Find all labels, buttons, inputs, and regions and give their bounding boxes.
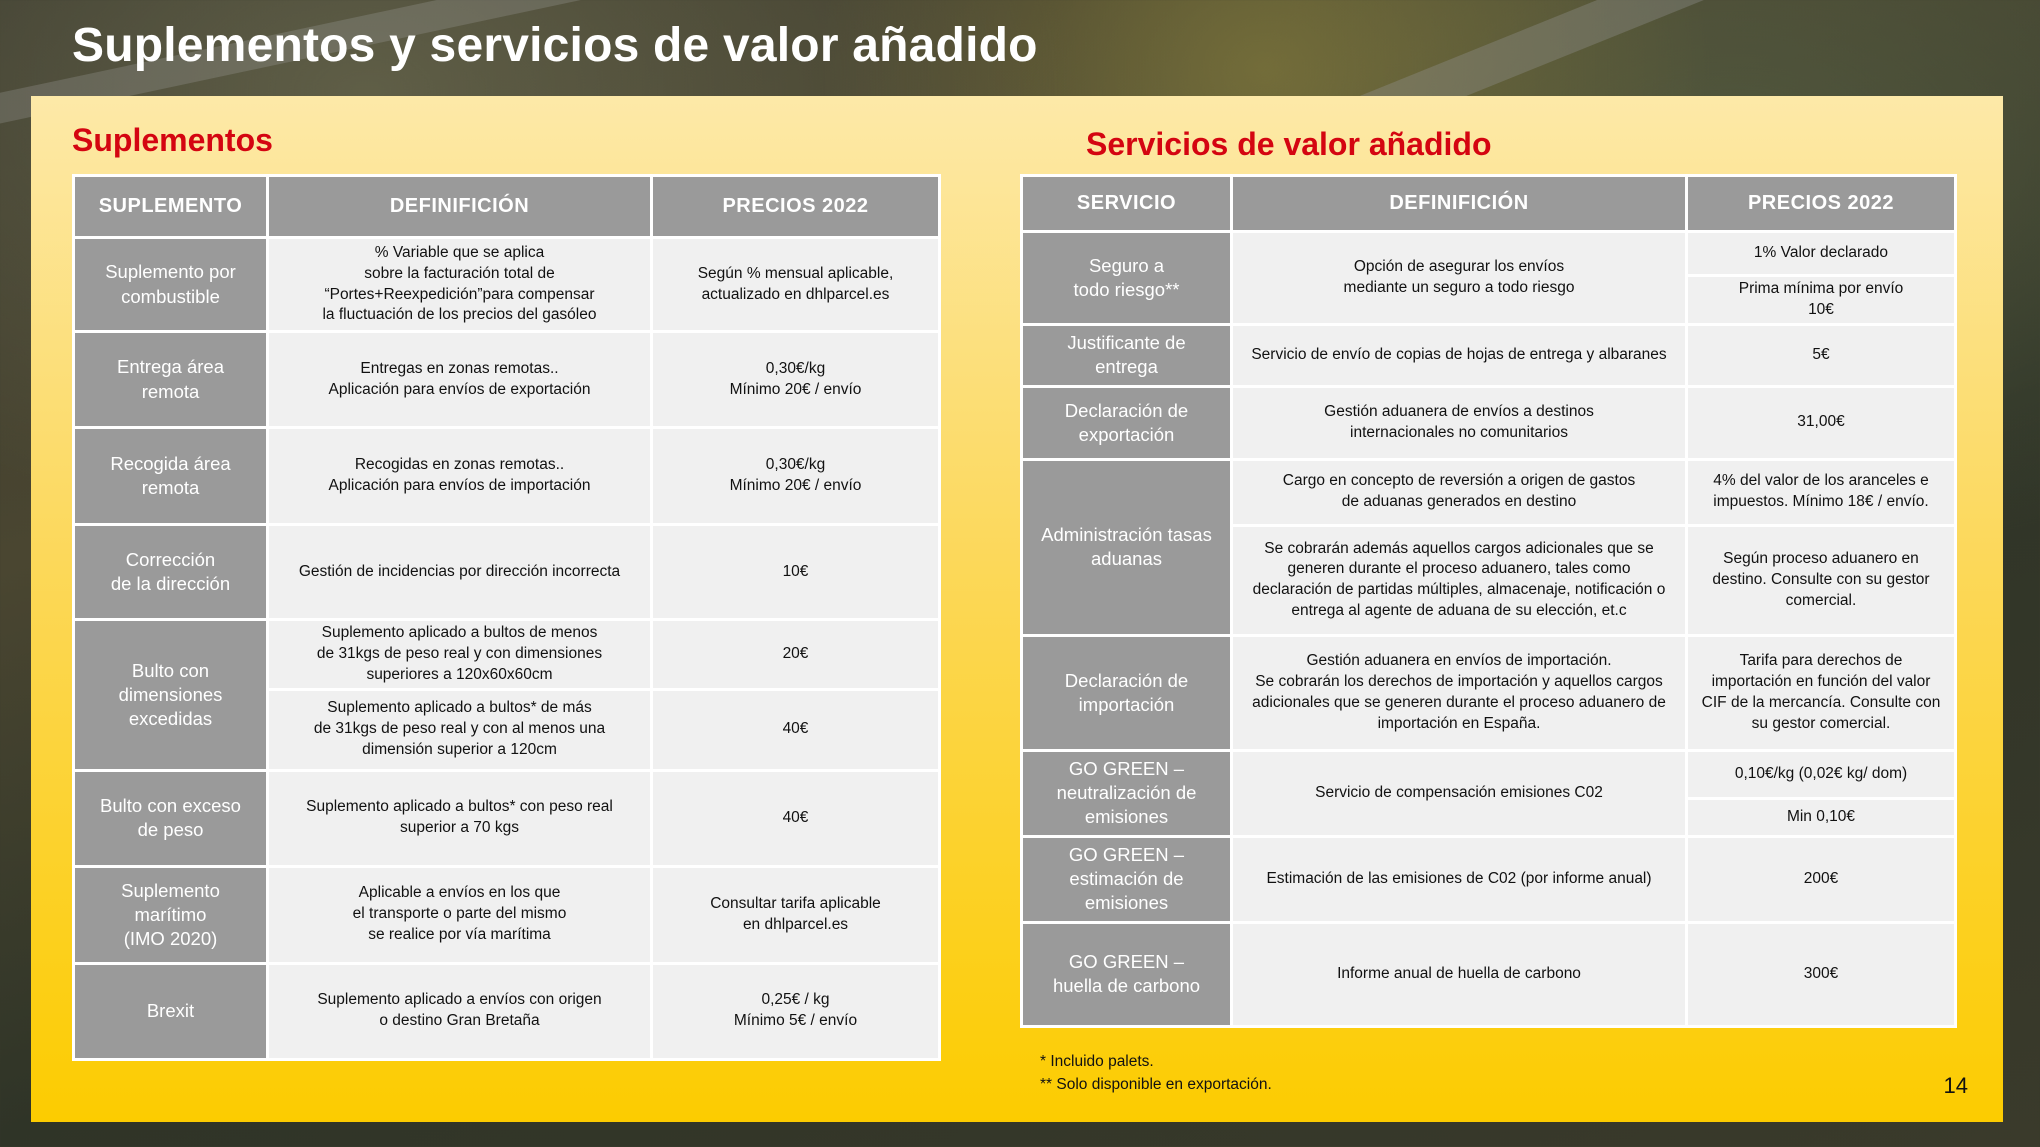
table-row [74,866,940,963]
definition-cell: Entregas en zonas remotas.. Aplicación para envíos de exportación [268,332,652,428]
column-header: DEFINIFICIÓN [268,176,652,238]
row-label: Administración tasas aduanas [1022,459,1232,635]
row-label: Corrección de la dirección [74,525,268,620]
table-row [1022,459,1956,525]
definition-cell: Se cobrarán además aquellos cargos adicionales que se generen durante el proceso aduanero, tales como declaración de partidas múltiples, almacenaje, notificación o entrega al agente de aduana de su elección, et.c [1232,525,1687,635]
row-label: Suplemento por combustible [74,238,268,332]
row-label: Brexit [74,963,268,1059]
price-cell: 4% del valor de los aranceles e impuestos. Mínimo 18€ / envío. [1687,459,1956,525]
definition-cell: Aplicable a envíos en los que el transporte o parte del mismo se realice por vía marítima [268,866,652,963]
column-header: SERVICIO [1022,176,1232,232]
column-header: DEFINIFICIÓN [1232,176,1687,232]
price-cell: 300€ [1687,922,1956,1026]
servicios-table [1020,174,1957,1028]
definition-cell: Gestión de incidencias por dirección incorrecta [268,525,652,620]
row-label: GO GREEN – neutralización de emisiones [1022,750,1232,836]
table-row [74,525,940,620]
column-header: PRECIOS 2022 [1687,176,1956,232]
definition-cell: Estimación de las emisiones de C02 (por informe anual) [1232,836,1687,922]
table-row [74,428,940,525]
suplementos-title: Suplementos [72,122,273,158]
definition-cell: Suplemento aplicado a bultos de menos de 31kgs de peso real y con dimensiones superiores a 120x60x60cm [268,620,652,690]
row-label: Justificante de entrega [1022,324,1232,386]
price-cell: 5€ [1687,324,1956,386]
price-cell: 0,30€/kg Mínimo 20€ / envío [652,332,940,428]
definition-cell: Suplemento aplicado a bultos* con peso real superior a 70 kgs [268,770,652,866]
row-label: GO GREEN – huella de carbono [1022,922,1232,1026]
price-cell: Tarifa para derechos de importación en función del valor CIF de la mercancía. Consulte con su gestor comercial. [1687,635,1956,750]
price-cell: 1% Valor declarado [1687,232,1956,276]
row-label: Declaración de importación [1022,635,1232,750]
table-row [1022,232,1956,276]
definition-cell: Gestión aduanera en envíos de importación. Se cobrarán los derechos de importación y aquellos cargos adicionales que se generen durante el proceso aduanero de importación en España. [1232,635,1687,750]
footnote: ** Solo disponible en exportación. [1040,1076,1272,1094]
price-cell: Prima mínima por envío 10€ [1687,276,1956,325]
price-cell: 0,10€/kg (0,02€ kg/ dom) [1687,750,1956,798]
table-row [1022,635,1956,750]
price-cell: 40€ [652,770,940,866]
page-number: 14 [1943,1073,1968,1098]
row-label: Seguro a todo riesgo** [1022,232,1232,325]
definition-cell: Suplemento aplicado a envíos con origen o destino Gran Bretaña [268,963,652,1059]
servicios-title: Servicios de valor añadido [1086,126,1492,162]
price-cell: 20€ [652,620,940,690]
row-label: Suplemento marítimo (IMO 2020) [74,866,268,963]
table-row [1022,386,1956,459]
definition-cell: Servicio de compensación emisiones C02 [1232,750,1687,836]
footnote: * Incluido palets. [1040,1053,1154,1070]
price-cell: Según % mensual aplicable, actualizado en dhlparcel.es [652,238,940,332]
footnotes [1040,1050,1272,1097]
row-label: Bulto con exceso de peso [74,770,268,866]
definition-cell: Opción de asegurar los envíos mediante un seguro a todo riesgo [1232,232,1687,325]
table-row [1022,750,1956,798]
table-header-row [1022,176,1956,232]
table-row [74,770,940,866]
price-cell: 40€ [652,689,940,770]
page-title: Suplementos y servicios de valor añadido [72,19,1038,72]
definition-cell: Suplemento aplicado a bultos* de más de 31kgs de peso real y con al menos una dimensión superior a 120cm [268,689,652,770]
price-cell: 0,25€ / kg Mínimo 5€ / envío [652,963,940,1059]
column-header: SUPLEMENTO [74,176,268,238]
table-row [1022,836,1956,922]
table-row [74,332,940,428]
price-cell: Consultar tarifa aplicable en dhlparcel.es [652,866,940,963]
price-cell: Min 0,10€ [1687,798,1956,836]
table-row [74,963,940,1059]
row-label: Declaración de exportación [1022,386,1232,459]
table-row [74,620,940,690]
suplementos-table [72,174,941,1061]
column-header: PRECIOS 2022 [652,176,940,238]
definition-cell: Gestión aduanera de envíos a destinos internacionales no comunitarios [1232,386,1687,459]
table-row [74,238,940,332]
price-cell: 0,30€/kg Mínimo 20€ / envío [652,428,940,525]
definition-cell: % Variable que se aplica sobre la facturación total de “Portes+Reexpedición”para compensar la fluctuación de los precios del gasóleo [268,238,652,332]
row-label: Entrega área remota [74,332,268,428]
price-cell: Según proceso aduanero en destino. Consulte con su gestor comercial. [1687,525,1956,635]
table-header-row [74,176,940,238]
row-label: Bulto con dimensiones excedidas [74,620,268,771]
definition-cell: Cargo en concepto de reversión a origen de gastos de aduanas generados en destino [1232,459,1687,525]
definition-cell: Informe anual de huella de carbono [1232,922,1687,1026]
price-cell: 200€ [1687,836,1956,922]
table-row [1022,324,1956,386]
price-cell: 31,00€ [1687,386,1956,459]
row-label: GO GREEN – estimación de emisiones [1022,836,1232,922]
definition-cell: Recogidas en zonas remotas.. Aplicación para envíos de importación [268,428,652,525]
price-cell: 10€ [652,525,940,620]
definition-cell: Servicio de envío de copias de hojas de entrega y albaranes [1232,324,1687,386]
row-label: Recogida área remota [74,428,268,525]
table-row [1022,922,1956,1026]
